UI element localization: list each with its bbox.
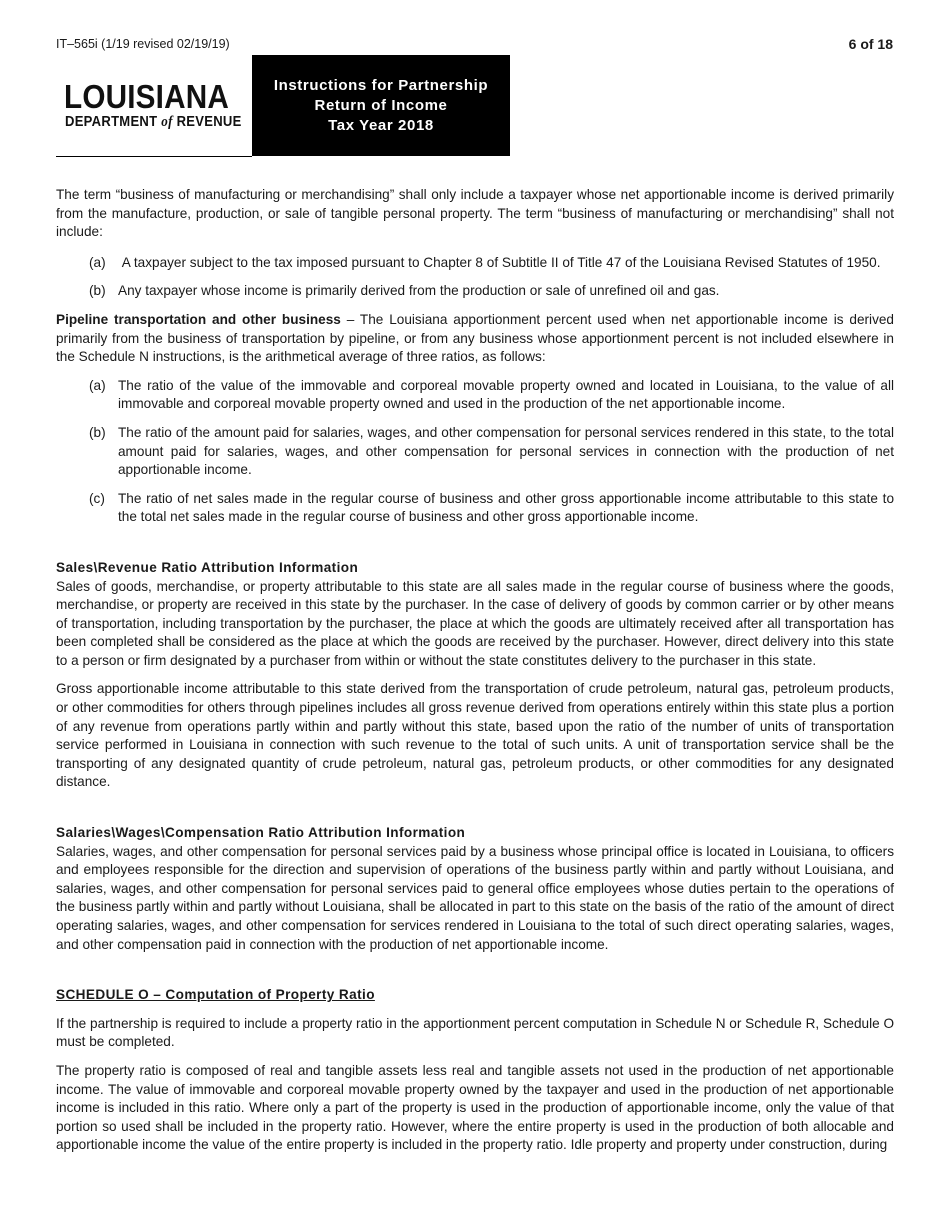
pipeline-text: – The Louisiana apportionment percent used when net apportionable income is derived primarily from the business of transportation by pipeline, or from any business whose apportionment percent is not included elsewhere in the Schedule N instructions, is the arithmetical average of three ratios, as follows: — [56, 311, 894, 365]
intro-paragraph: The term “business of manufacturing or merchandising” shall only include a taxpayer whose net apportionable income is derived primarily from the manufacture, production, or sale of tangible personal property. The term “business of manufacturing or merchandising” shall not include: — [56, 187, 894, 240]
list-text: Any taxpayer whose income is primarily derived from the production or sale of unrefined oil and gas. — [118, 283, 720, 299]
list-text: The ratio of the amount paid for salaries, wages, and other compensation for personal services rendered in this state, to the total amount paid for salaries, wages, and other compensation for personal services in connection with the production of net apportionable income. — [118, 424, 894, 478]
list-marker: (b) — [89, 424, 106, 440]
list-item — [89, 377, 894, 414]
pipeline-lead: Pipeline transportation and other business — [56, 311, 341, 327]
list-item — [89, 424, 894, 480]
title-line-1: Instructions for Partnership — [273, 77, 489, 94]
document-body — [56, 186, 894, 1155]
schedule-o-paragraph-1: If the partnership is required to include a property ratio in the apportionment percent computation in Schedule N or Schedule R, Schedule O must be completed. — [56, 1015, 895, 1050]
list-item — [89, 254, 894, 273]
list-text: The ratio of the value of the immovable and corporeal movable property owned and located in Louisiana, to the value of all immovable and corporeal movable property owned and used in the production of the net apportionable income. — [118, 377, 894, 412]
page-number: 6 of 18 — [848, 36, 893, 52]
logo-dept-suffix: REVENUE — [176, 114, 242, 130]
logo-dept-prefix: DEPARTMENT — [65, 114, 158, 130]
list-item — [89, 490, 894, 527]
list-marker: (a) — [89, 377, 106, 393]
salaries-heading: Salaries\Wages\Compensation Ratio Attribution Information — [56, 825, 466, 841]
logo-department-name — [65, 114, 242, 131]
title-line-2: Return of Income — [314, 97, 448, 114]
list-marker: (c) — [89, 490, 105, 506]
list-text: The ratio of net sales made in the regular course of business and other gross apportionable income attributable to this state to the total net sales made in the regular course of business and other gross apportionable income. — [118, 490, 894, 525]
schedule-o-heading: SCHEDULE O – Computation of Property Ratio — [56, 987, 375, 1003]
sales-paragraph-2: Gross apportionable income attributable to this state derived from the transportation of crude petroleum, natural gas, petroleum products, or other commodities for others through pipelines includes all gross revenue derived from operations entirely within this state plus a portion of any revenue from operations partly within and partly without this state, based upon the ratio of the number of units of transportation service performed in Louisiana in connection with such revenue to the total of such units. A unit of transportation service shall be the transporting of any designated quantity of crude petroleum, natural gas, petroleum products, or other commodities for any designated distance. — [56, 681, 894, 790]
list-text: A taxpayer subject to the tax imposed pursuant to Chapter 8 of Subtitle II of Title 47 of the Louisiana Revised Statutes of 1950. — [118, 254, 881, 270]
sales-paragraph-1: Sales of goods, merchandise, or property attributable to this state are all sales made in the regular course of business where the goods, merchandise, or property are received in this state by the purchaser. In the case of delivery of goods by common carrier or by other means of transportation, including transportation by the purchaser, the place at which the goods are ultimately received after all transportation has been completed shall be considered as the place at which the goods are received by the purchaser. However, direct delivery into this state to a person or firm designated by a purchaser from within or without the state constitutes delivery to the purchaser in this state. — [56, 578, 894, 668]
logo-state-name: LOUISIANA — [64, 78, 229, 115]
sales-heading: Sales\Revenue Ratio Attribution Information — [56, 559, 359, 575]
document-title-block — [252, 55, 510, 156]
salaries-paragraph: Salaries, wages, and other compensation for personal services paid by a business whose principal office is located in Louisiana, to officers and employees responsible for the direction and supervision of operations of the business partly within and partly without Louisiana, and salaries, wages, and other compensation for personal services paid to general office employees whose duties pertain to the operations of the business partly within and partly without Louisiana, shall be allocated in part to this state on the basis of the ratio of the amount of direct operating salaries, wages, and other compensation for services rendered in Louisiana to the total of such direct operating salaries, wages, and other compensation paid in connection with the production of net apportionable income. — [56, 843, 894, 952]
list-marker: (a) — [89, 254, 106, 270]
title-line-3: Tax Year 2018 — [328, 117, 434, 134]
list-item — [89, 282, 894, 301]
pipeline-paragraph — [56, 311, 894, 367]
department-logo — [56, 56, 252, 157]
list-marker: (b) — [89, 283, 106, 299]
logo-dept-of: of — [161, 114, 173, 130]
schedule-o-paragraph-2: The property ratio is composed of real and tangible assets less real and tangible assets not used in the production of net apportionable income. The value of immovable and corporeal movable property owned by the taxpayer and used in the production of net apportionable income is included in this ratio. Where only a part of the property is used in the production of apportionable income, only the value of that portion so used shall be included in the property ratio. However, where the entire property is used in the production of both allocable and apportionable income the value of the entire property is included in the property ratio. Idle property and property under construction, during — [56, 1062, 894, 1153]
form-code: IT–565i (1/19 revised 02/19/19) — [56, 37, 230, 51]
